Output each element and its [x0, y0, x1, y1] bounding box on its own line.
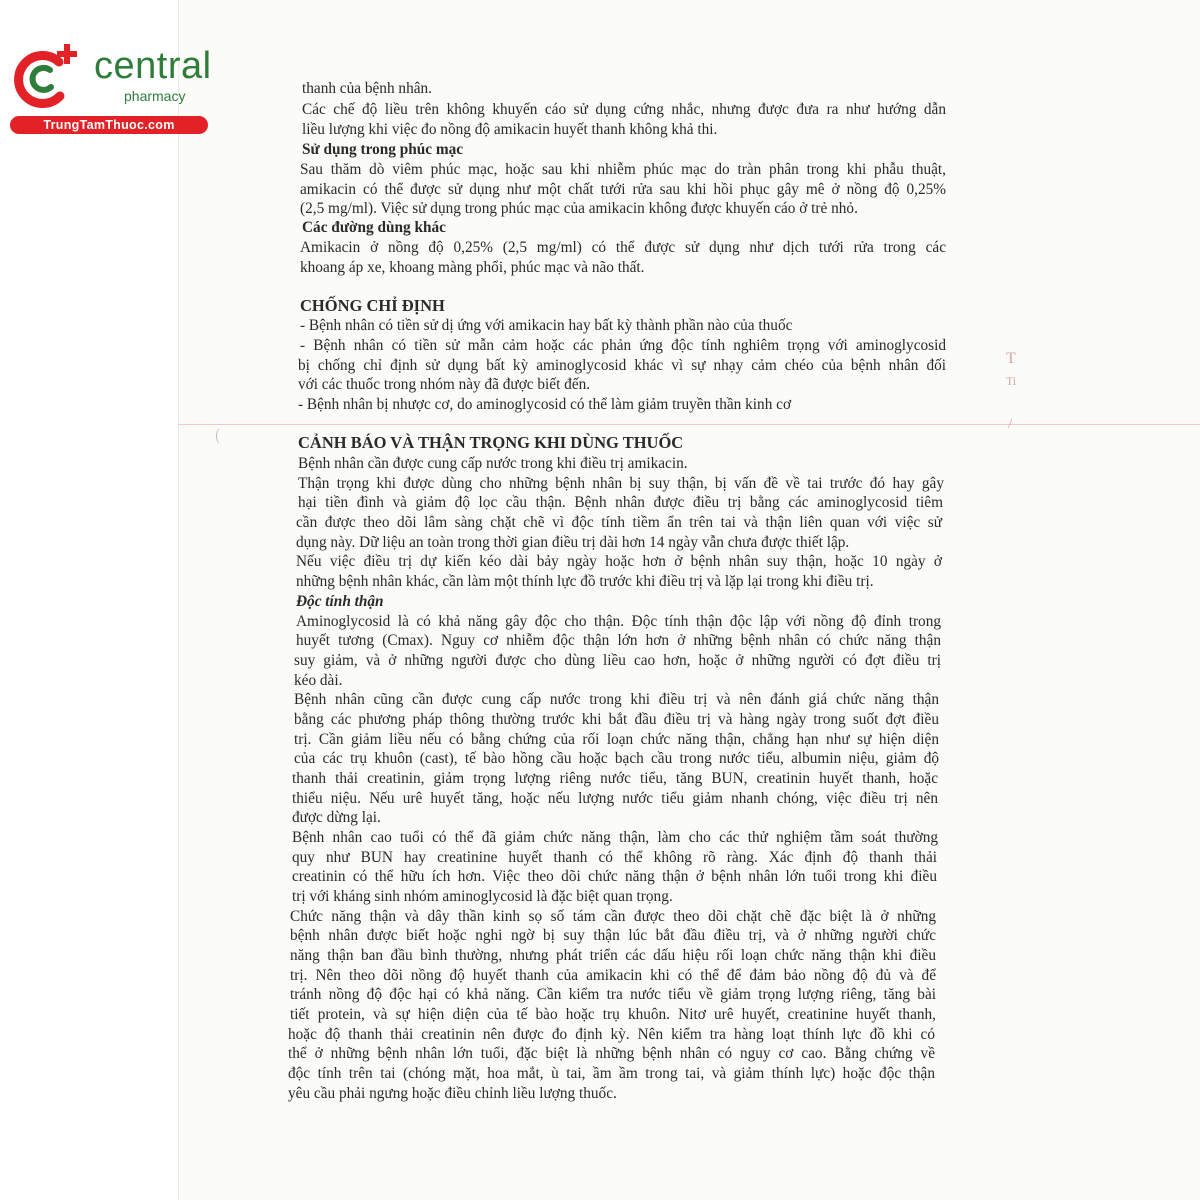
contraindication-line-2: - Bệnh nhân có tiền sử mẫn cảm hoặc các phản ứng độc tính nghiêm trọng với aminoglycosid: [300, 337, 946, 354]
margin-mark-3: /: [1008, 416, 1013, 432]
nephro-line-22: hoặc độ thanh thải creatinin nên được đo định kỳ. Nên kiểm tra hàng loạt thính lực đồ khi có: [288, 1026, 935, 1043]
dosage-line-1: thanh của bệnh nhân.: [302, 80, 432, 97]
contraindications-heading: CHỐNG CHỈ ĐỊNH: [300, 296, 445, 315]
warnings-line-2: Thận trọng khi được dùng cho những bệnh nhân bị suy thận, bị vấn đề về tai trước đó hay gây: [298, 475, 944, 492]
warnings-line-5: dụng này. Dữ liệu an toàn trong thời gian điều trị dài hơn 14 ngày vẫn chưa được thiết lập.: [296, 534, 850, 551]
nephro-line-20: tránh nồng độ độc hại có khả năng. Cần kiểm tra nước tiểu về giảm trọng lượng riêng, tăng bài: [290, 986, 936, 1003]
contraindication-line-5: - Bệnh nhân bị nhược cơ, do aminoglycosid có thể làm giảm truyền thần kinh cơ: [298, 396, 792, 413]
nephro-line-15: trị với kháng sinh nhóm aminoglycosid là đặc biệt quan trọng.: [292, 888, 673, 905]
warnings-line-1: Bệnh nhân cần được cung cấp nước trong khi điều trị amikacin.: [298, 455, 688, 472]
brand-tagline: pharmacy: [124, 88, 186, 104]
warnings-line-4: cần được theo dõi lâm sàng chặt chẽ vì độc tính tiềm ẩn trên tai và thận liên quan với việc sử: [296, 514, 942, 531]
nephro-line-5: Bệnh nhân cũng cần được cung cấp nước trong khi điều trị và nên đánh giá chức năng thận: [294, 691, 939, 708]
nephro-line-17: bệnh nhân được biết hoặc nghi ngờ bị suy thận lúc bắt đầu điều trị, và ở những người chức: [290, 927, 936, 944]
nephro-line-14: creatinin có thể hữu ích hơn. Việc theo dõi chức năng thận ở bệnh nhân lớn tuổi trong khi điều: [292, 868, 937, 885]
nephro-line-1: Aminoglycosid là có khả năng gây độc cho thận. Độc tính thận độc lập với nồng độ đỉnh trong: [296, 613, 941, 630]
contraindication-line-3: bị chống chỉ định sử dụng bất kỳ aminoglycosid khác vì sự nhạy cảm chéo của bệnh nhân đối: [298, 357, 946, 374]
margin-mark-1: T: [1006, 350, 1016, 367]
nephro-line-4: kéo dài.: [294, 672, 343, 689]
nephro-line-10: thiểu niệu. Nếu urê huyết tăng, hoặc nếu lượng nước tiểu giảm nhanh chóng, việc điều trị nên: [292, 790, 938, 807]
punch-hole-mark: [216, 428, 225, 444]
nephro-line-24: độc tính trên tai (chóng mặt, hoa mắt, ù tai, ầm ầm trong tai, và giảm thính lực) hoặc độc thận: [288, 1065, 935, 1082]
nephro-line-6: bằng các phương pháp thông thường trước khi bắt đầu điều trị và hàng ngày trong suốt đợt điều: [294, 711, 939, 728]
warnings-line-7: những bệnh nhân khác, cần làm một thính lực đồ trước khi điều trị và lặp lại trong khi điều trị.: [296, 573, 874, 590]
other-routes-line-2: khoang áp xe, khoang màng phổi, phúc mạc và não thất.: [300, 259, 645, 276]
other-routes-line-1: Amikacin ở nồng độ 0,25% (2,5 mg/ml) có thể được sử dụng như dịch tưới rửa trong các: [300, 239, 946, 256]
brand-name: central: [94, 45, 212, 87]
nephro-line-11: được dừng lại.: [292, 809, 381, 826]
margin-mark-2: Ti: [1006, 374, 1017, 388]
nephro-line-13: quy như BUN hay creatinine huyết thanh có thể không rõ ràng. Xác định độ thanh thải: [292, 849, 937, 866]
nephro-line-19: trị. Nên theo dõi nồng độ huyết thanh của amikacin khi có thể để đảm bảo nồng độ đủ và để: [290, 967, 936, 984]
nephro-line-7: trị. Cần giảm liều nếu có bằng chứng của rối loạn chức năng thận, chẳng hạn như sự hiện diện: [294, 731, 939, 748]
nephro-line-12: Bệnh nhân cao tuổi có thể đã giảm chức năng thận, làm cho các thử nghiệm tầm soát thường: [292, 829, 938, 846]
nephro-line-8: của các trụ khuôn (cast), tế bào hồng cầu hoặc bạch cầu trong nước tiểu, albumin niệu, giảm độ: [294, 750, 939, 767]
warnings-heading: CẢNH BÁO VÀ THẬN TRỌNG KHI DÙNG THUỐC: [298, 433, 684, 452]
pharmacy-logo-icon: [10, 38, 88, 118]
warnings-line-6: Nếu việc điều trị dự kiến kéo dài bảy ngày hoặc hơn ở bệnh nhân suy thận, hoặc 10 ngày ở: [296, 553, 942, 570]
nephro-line-23: thể ở những bệnh nhân lớn tuổi, đặc biệt là những bệnh nhân có nguy cơ cao. Bằng chứng về: [288, 1045, 935, 1062]
scan-rule-line: [178, 424, 1200, 425]
intraperitoneal-line-2: amikacin có thể được sử dụng như một chất tưới rửa sau khi hồi phục gây mê ở nồng độ 0,25%: [300, 181, 946, 198]
dosage-line-2: Các chế độ liều trên không khuyến cáo sử dụng cứng nhắc, nhưng được đưa ra như hướng dẫn: [302, 101, 946, 118]
contraindication-line-1: - Bệnh nhân có tiền sử dị ứng với amikacin hay bất kỳ thành phần nào của thuốc: [300, 317, 793, 334]
intraperitoneal-line-3: (2,5 mg/ml). Việc sử dụng trong phúc mạc của amikacin không được khuyến cáo ở trẻ nhỏ.: [300, 200, 858, 217]
intraperitoneal-line-1: Sau thăm dò viêm phúc mạc, hoặc sau khi nhiễm phúc mạc do tràn phân trong khi phẫu thuật,: [300, 161, 946, 178]
contraindication-line-4: với các thuốc trong nhóm này đã được biết đến.: [298, 376, 591, 393]
dosage-line-3: liều lượng khi việc đo nồng độ amikacin huyết thanh không khả thi.: [302, 121, 718, 138]
nephro-line-2: huyết tương (Cmax). Nguy cơ nhiễm độc thận lớn hơn ở những bệnh nhân có chức năng thận: [296, 632, 941, 649]
nephro-line-9: thanh thải creatinin, giảm trọng lượng riêng nước tiểu, tăng BUN, creatinin huyết thanh, hoặc: [292, 770, 938, 787]
nephrotoxicity-heading: Độc tính thận: [296, 593, 384, 610]
other-routes-heading: Các đường dùng khác: [302, 219, 446, 236]
nephro-line-16: Chức năng thận và dây thần kinh sọ số tám cần được theo dõi chặt chẽ đặc biệt là ở những: [290, 908, 936, 925]
warnings-line-3: hại tiền đình và giảm độ lọc cầu thận. Bệnh nhân được điều trị bằng các aminoglycosid tiêm: [298, 494, 943, 511]
brand-website-link[interactable]: TrungTamThuoc.com: [10, 116, 208, 134]
nephro-line-21: tiết protein, và sự hiện diện của tế bào hoặc trụ khuôn. Nitơ urê huyết, creatinine huyết thanh,: [290, 1006, 936, 1023]
nephro-line-18: năng thận ban đầu bình thường, nhưng phát triển các dấu hiệu rối loạn chức năng thận khi điều: [290, 947, 936, 964]
nephro-line-25: yêu cầu phải ngưng hoặc điều chỉnh liều lượng thuốc.: [288, 1085, 617, 1102]
central-pharmacy-logo[interactable]: [10, 38, 215, 138]
intraperitoneal-heading: Sử dụng trong phúc mạc: [302, 141, 464, 158]
nephro-line-3: suy giảm, và ở những người được cho dùng liều cao hơn, hoặc ở những người có đợt điều trị: [294, 652, 941, 669]
